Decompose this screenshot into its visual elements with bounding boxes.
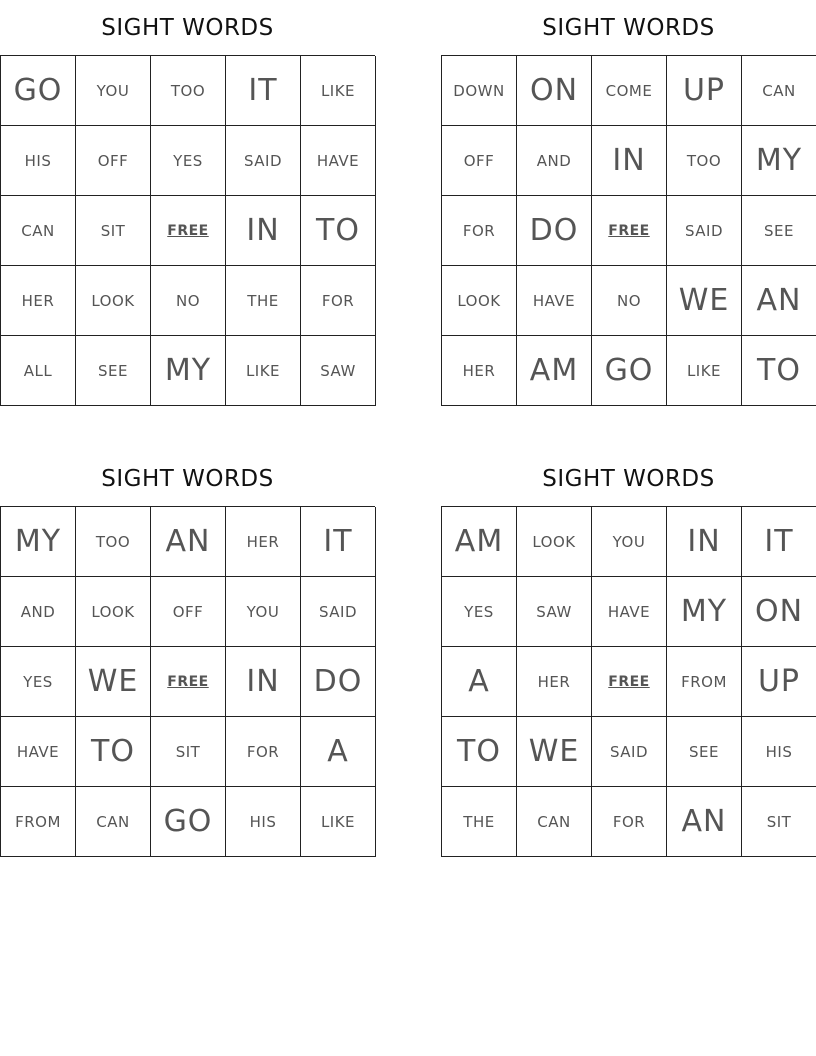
word-cell: UP	[667, 56, 742, 126]
free-space: FREE	[151, 196, 226, 266]
word-cell: TOO	[151, 56, 226, 126]
word-cell: SAID	[667, 196, 742, 266]
word-cell: HAVE	[1, 717, 76, 787]
word-cell: HER	[517, 647, 592, 717]
word-cell: MY	[1, 507, 76, 577]
word-cell: AND	[1, 577, 76, 647]
word-cell: SIT	[151, 717, 226, 787]
word-cell: IT	[226, 56, 301, 126]
word-cell: SAID	[592, 717, 667, 787]
word-cell: HIS	[226, 787, 301, 857]
bingo-grid	[441, 55, 816, 406]
card-title: SIGHT WORDS	[101, 466, 274, 492]
word-cell: IN	[667, 507, 742, 577]
word-cell: WE	[667, 266, 742, 336]
word-cell: SAID	[226, 126, 301, 196]
word-cell: TOO	[667, 126, 742, 196]
word-cell: IT	[742, 507, 816, 577]
word-cell: LIKE	[301, 56, 376, 126]
word-cell: LOOK	[517, 507, 592, 577]
word-cell: THE	[226, 266, 301, 336]
word-cell: DOWN	[442, 56, 517, 126]
word-cell: NO	[151, 266, 226, 336]
card-title: SIGHT WORDS	[542, 15, 715, 41]
card-title: SIGHT WORDS	[542, 466, 715, 492]
bingo-grid	[0, 55, 375, 406]
word-cell: THE	[442, 787, 517, 857]
word-cell: SIT	[742, 787, 816, 857]
word-cell: LOOK	[442, 266, 517, 336]
word-cell: MY	[667, 577, 742, 647]
bingo-grid	[0, 506, 375, 857]
word-cell: CAN	[76, 787, 151, 857]
word-cell: FOR	[592, 787, 667, 857]
word-cell: LOOK	[76, 266, 151, 336]
word-cell: HAVE	[301, 126, 376, 196]
bingo-card-1	[0, 0, 375, 406]
word-cell: WE	[517, 717, 592, 787]
word-cell: LIKE	[226, 336, 301, 406]
free-space: FREE	[151, 647, 226, 717]
word-cell: HIS	[1, 126, 76, 196]
word-cell: SIT	[76, 196, 151, 266]
word-cell: IN	[226, 196, 301, 266]
word-cell: DO	[517, 196, 592, 266]
word-cell: NO	[592, 266, 667, 336]
bingo-card-3	[0, 451, 375, 857]
word-cell: WE	[76, 647, 151, 717]
word-cell: A	[442, 647, 517, 717]
word-cell: ON	[517, 56, 592, 126]
word-cell: TO	[442, 717, 517, 787]
free-space: FREE	[592, 196, 667, 266]
word-cell: OFF	[151, 577, 226, 647]
word-cell: GO	[151, 787, 226, 857]
word-cell: LOOK	[76, 577, 151, 647]
word-cell: FOR	[226, 717, 301, 787]
word-cell: YES	[442, 577, 517, 647]
word-cell: GO	[1, 56, 76, 126]
word-cell: GO	[592, 336, 667, 406]
word-cell: FOR	[301, 266, 376, 336]
word-cell: HER	[1, 266, 76, 336]
word-cell: OFF	[442, 126, 517, 196]
word-cell: CAN	[742, 56, 816, 126]
word-cell: HER	[226, 507, 301, 577]
word-cell: IT	[301, 507, 376, 577]
word-cell: FROM	[667, 647, 742, 717]
word-cell: MY	[742, 126, 816, 196]
word-cell: SAW	[517, 577, 592, 647]
word-cell: IN	[592, 126, 667, 196]
word-cell: YOU	[592, 507, 667, 577]
bingo-card-4	[441, 451, 816, 857]
word-cell: AM	[442, 507, 517, 577]
word-cell: HIS	[742, 717, 816, 787]
word-cell: YOU	[76, 56, 151, 126]
word-cell: UP	[742, 647, 816, 717]
word-cell: YES	[151, 126, 226, 196]
word-cell: CAN	[517, 787, 592, 857]
word-cell: DO	[301, 647, 376, 717]
word-cell: SAW	[301, 336, 376, 406]
word-cell: LIKE	[667, 336, 742, 406]
word-cell: SEE	[742, 196, 816, 266]
word-cell: SEE	[76, 336, 151, 406]
word-cell: YES	[1, 647, 76, 717]
word-cell: AND	[517, 126, 592, 196]
word-cell: HER	[442, 336, 517, 406]
word-cell: COME	[592, 56, 667, 126]
word-cell: HAVE	[592, 577, 667, 647]
word-cell: AM	[517, 336, 592, 406]
word-cell: FOR	[442, 196, 517, 266]
word-cell: AN	[151, 507, 226, 577]
word-cell: TOO	[76, 507, 151, 577]
free-space: FREE	[592, 647, 667, 717]
bingo-card-2	[441, 0, 816, 406]
word-cell: TO	[76, 717, 151, 787]
word-cell: CAN	[1, 196, 76, 266]
card-title: SIGHT WORDS	[101, 15, 274, 41]
word-cell: SAID	[301, 577, 376, 647]
word-cell: FROM	[1, 787, 76, 857]
word-cell: TO	[742, 336, 816, 406]
word-cell: ON	[742, 577, 816, 647]
word-cell: A	[301, 717, 376, 787]
word-cell: YOU	[226, 577, 301, 647]
word-cell: ALL	[1, 336, 76, 406]
word-cell: LIKE	[301, 787, 376, 857]
bingo-grid	[441, 506, 816, 857]
word-cell: AN	[742, 266, 816, 336]
word-cell: SEE	[667, 717, 742, 787]
word-cell: MY	[151, 336, 226, 406]
word-cell: IN	[226, 647, 301, 717]
word-cell: AN	[667, 787, 742, 857]
word-cell: HAVE	[517, 266, 592, 336]
word-cell: TO	[301, 196, 376, 266]
word-cell: OFF	[76, 126, 151, 196]
